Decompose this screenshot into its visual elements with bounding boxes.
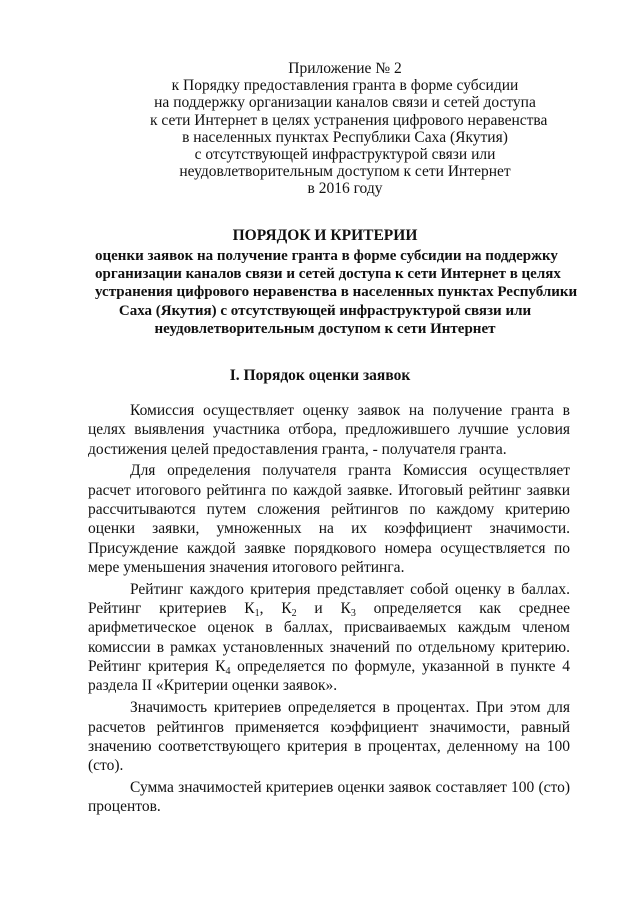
title-main: ПОРЯДОК И КРИТЕРИИ xyxy=(232,227,418,244)
appendix-line: в 2016 году xyxy=(307,180,383,198)
paragraph: Комиссия осуществляет оценку заявок на получение гранта в целях выявления участника отбора, предложившего лучшие условия достижения целей предоставления гранта, - получателя гранта. xyxy=(88,402,570,458)
text-run: определяется как среднее арифметическое оценок в баллах, присваиваемых каждым членом комиссии в рамках установленных значений по отдельному критерию. Рейтинг критерия К xyxy=(88,600,571,676)
title-subtitle xyxy=(95,247,578,338)
paragraph: Для определения получателя гранта Комиссия осуществляет расчет итогового рейтинга по каждой заявке. Итоговый рейтинг заявки рассчитываются путем сложения рейтингов по каждому критерию оценки заявки, умноженных на их коэффициент значимости. Присуждение каждой заявке порядкового номера осуществляется по мере уменьшения значения итогового рейтинга. xyxy=(88,462,570,576)
appendix-line: с отсутствующей инфраструктурой связи или xyxy=(194,146,496,164)
document-title xyxy=(95,226,578,338)
title-sub-line: устранения цифрового неравенства в населенных пунктах Республики xyxy=(95,284,578,301)
section-heading: I. Порядок оценки заявок xyxy=(229,367,411,384)
paragraph: Значимость критериев определяется в процентах. При этом для расчетов рейтингов применяется коэффициент значимости, равный значению соответствующего критерия в процентах, деленному на 100 (сто). xyxy=(88,699,570,775)
appendix-number: Приложение № 2 xyxy=(288,60,402,77)
paragraph: Сумма значимостей критериев оценки заявок составляет 100 (сто) процентов. xyxy=(88,779,570,816)
paragraph-rating xyxy=(88,580,570,696)
subscript: 1 xyxy=(254,608,260,620)
title-sub-line: неудовлетворительным доступом к сети Интернет xyxy=(154,320,496,337)
appendix-header xyxy=(150,60,548,198)
subscript: 4 xyxy=(225,666,231,678)
appendix-line: к сети Интернет в целях устранения цифрового неравенства xyxy=(150,111,548,129)
text-run: и К xyxy=(296,600,351,618)
section-body xyxy=(88,401,570,819)
text-run: Рейтинг каждого критерия представляет собой оценку в баллах. Рейтинг критериев К xyxy=(88,580,570,618)
title-sub-line: организации каналов связи и сетей доступа к сети Интернет в целях xyxy=(95,266,561,283)
text-run: , К xyxy=(259,600,292,618)
appendix-line: на поддержку организации каналов связи и сетей доступа xyxy=(154,94,536,112)
appendix-line: в населенных пунктах Республики Саха (Якутия) xyxy=(182,128,508,146)
subscript: 3 xyxy=(350,608,356,620)
appendix-line: к Порядку предоставления гранта в форме субсидии xyxy=(171,77,519,95)
appendix-line: неудовлетворительным доступом к сети Интернет xyxy=(179,163,511,181)
subscript: 2 xyxy=(291,608,297,620)
title-sub-line: оценки заявок на получение гранта в форме субсидии на поддержку xyxy=(95,248,558,264)
title-sub-line: Саха (Якутия) с отсутствующей инфраструктурой связи или xyxy=(118,302,532,319)
text-run: определяется по формуле, указанной в пункте 4 раздела II «Критерии оценки заявок». xyxy=(88,658,571,695)
